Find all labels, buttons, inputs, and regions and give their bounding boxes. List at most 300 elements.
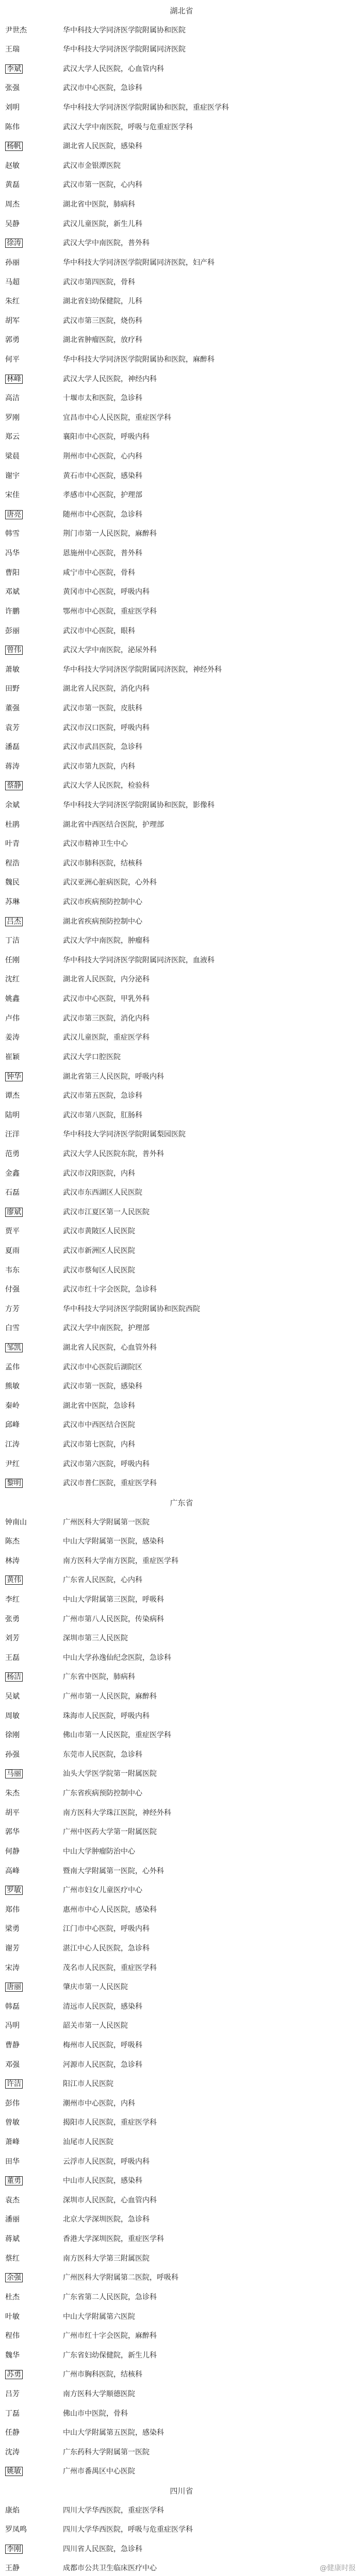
person-name	[5, 859, 63, 868]
list-item	[0, 1304, 363, 1314]
person-name	[5, 1304, 63, 1314]
person-name	[5, 2525, 63, 2534]
list-item	[0, 1169, 363, 1178]
person-name-text: 邓斌	[5, 588, 20, 597]
person-affiliation: 武汉市黄陂区人民医院	[63, 1227, 135, 1236]
person-affiliation: 中山大学附属第一医院，感染科	[63, 1537, 164, 1546]
person-name	[5, 2428, 63, 2437]
person-name	[5, 646, 63, 655]
person-affiliation: 武汉大学人民医院，检验科	[63, 782, 150, 790]
person-affiliation: 武汉大学中南医院，呼吸与危重症医学科	[63, 123, 193, 131]
person-name-text: 任静	[5, 2429, 20, 2437]
person-name	[5, 1382, 63, 1391]
person-affiliation: 东莞市人民医院，急诊科	[63, 1750, 142, 1759]
person-affiliation: 华中科技大学同济医学院附属协和医院西院	[63, 1304, 200, 1313]
person-affiliation: 广州市胸科医院，结核科	[63, 2370, 142, 2379]
person-name	[5, 626, 63, 636]
person-affiliation: 湖北省中西医结合医院，护理部	[63, 820, 164, 829]
list-item	[0, 1363, 363, 1372]
person-name	[5, 432, 63, 442]
person-affiliation: 湛江中心人民医院，急诊科	[63, 1944, 150, 1953]
list-item	[0, 1188, 363, 1197]
person-affiliation: 广东省人民医院，心内科	[63, 1576, 142, 1585]
person-name	[5, 2389, 63, 2399]
person-name-text: 罗敏	[5, 1886, 23, 1895]
person-name-text: 蒋涛	[5, 762, 20, 771]
person-name	[5, 64, 63, 74]
person-affiliation: 华中科技大学同济医学院附属协和医院	[63, 26, 186, 35]
person-name	[5, 1615, 63, 1624]
list-item	[0, 1750, 363, 1759]
person-affiliation: 湖北省人民医院，心血管外科	[63, 1344, 157, 1352]
person-affiliation: 武汉市第一医院，感染科	[63, 1382, 142, 1391]
list-item	[0, 2138, 363, 2147]
person-name-text: 袁杰	[5, 2196, 20, 2205]
person-name	[5, 297, 63, 306]
person-affiliation: 珠海市人民医院，呼吸内科	[63, 1711, 150, 1720]
person-affiliation: 武汉大学中南医院，护理部	[63, 1324, 150, 1333]
person-name-text: 钟南山	[5, 1518, 27, 1527]
person-affiliation: 华中科技大学同济医学院附属同济医院，血液科	[63, 956, 214, 964]
person-name	[5, 1692, 63, 1701]
person-affiliation: 广州市第八人民医院，传染病科	[63, 1615, 164, 1623]
person-affiliation: 武汉大学人民医院，神经内科	[63, 375, 157, 383]
person-name-text: 范勇	[5, 1149, 20, 1158]
person-name-text: 尹世杰	[5, 26, 27, 35]
person-name-text: 蒋斌	[5, 2235, 20, 2244]
person-name	[5, 258, 63, 267]
list-item	[0, 1886, 363, 1895]
person-name	[5, 607, 63, 616]
person-affiliation: 潮州市中心医院，内科	[63, 2099, 135, 2108]
list-item	[0, 1905, 363, 1914]
person-affiliation: 武汉市武昌医院，急诊科	[63, 743, 142, 752]
person-affiliation: 深圳市第三人民医院	[63, 1634, 128, 1643]
list-item	[0, 1615, 363, 1624]
person-name	[5, 1227, 63, 1236]
person-name-text: 郑伟	[5, 1905, 20, 1914]
person-name-text: 苏琳	[5, 898, 20, 907]
person-affiliation: 中山大学附属第三医院，呼吸科	[63, 1595, 164, 1604]
person-name	[5, 26, 63, 35]
list-item	[0, 1924, 363, 1934]
person-affiliation: 广州市妇女儿童医疗中心	[63, 1886, 142, 1895]
person-affiliation: 武汉市中心医院，甲乳外科	[63, 995, 150, 1004]
person-name	[5, 1750, 63, 1759]
person-name-text: 付强	[5, 1285, 20, 1294]
list-item	[0, 413, 363, 422]
person-name-text: 黎明	[5, 1479, 23, 1488]
person-name-text: 唐亮	[5, 510, 23, 519]
person-name-text: 宋佳	[5, 491, 20, 500]
person-name	[5, 1556, 63, 1566]
list-item	[0, 587, 363, 597]
person-name-text: 王瑞	[5, 45, 20, 54]
person-name	[5, 2176, 63, 2185]
person-name	[5, 878, 63, 887]
person-name-text: 魏华	[5, 2351, 20, 2360]
person-name-text: 林涛	[5, 1556, 20, 1565]
person-affiliation: 阳江市人民医院	[63, 2080, 113, 2089]
list-item	[0, 568, 363, 578]
watermark: @健康时报	[320, 2564, 356, 2572]
list-item	[0, 2293, 363, 2302]
person-name	[5, 1188, 63, 1197]
person-name-text: 魏民	[5, 878, 20, 887]
list-item	[0, 1246, 363, 1256]
list-item	[0, 2079, 363, 2089]
list-item	[0, 2041, 363, 2050]
list-item	[0, 258, 363, 267]
person-name-text: 康焰	[5, 2506, 20, 2515]
person-affiliation: 武汉市中心医院，眼科	[63, 626, 135, 635]
person-name	[5, 161, 63, 171]
list-item	[0, 1692, 363, 1701]
list-item	[0, 1014, 363, 1023]
person-affiliation: 武汉市中西医结合医院	[63, 1421, 135, 1430]
person-affiliation: 武汉大学中南医院，普外科	[63, 239, 150, 248]
list-item	[0, 646, 363, 655]
person-name	[5, 219, 63, 229]
person-affiliation: 武汉市第一医院，皮肤科	[63, 704, 142, 713]
person-affiliation: 四川大学华西医院，呼吸与危重症医学科	[63, 2526, 193, 2534]
person-name-text: 余强	[5, 2273, 23, 2282]
person-name	[5, 2060, 63, 2070]
person-affiliation: 武汉市汉口医院，呼吸内科	[63, 723, 150, 732]
list-item	[0, 762, 363, 771]
person-name-text: 曹阳	[5, 568, 20, 577]
list-item	[0, 742, 363, 752]
person-name	[5, 781, 63, 790]
person-name-text: 陈伟	[5, 123, 20, 131]
list-item	[0, 142, 363, 151]
person-name	[5, 2021, 63, 2030]
person-affiliation: 随州市中心医院，急诊科	[63, 510, 142, 519]
list-item	[0, 1556, 363, 1566]
person-name-text: 杨帆	[5, 142, 23, 151]
person-affiliation: 武汉市新洲区人民医院	[63, 1247, 135, 1255]
person-affiliation: 肇庆市第一人民医院	[63, 1983, 128, 1992]
person-name-text: 许洁	[5, 2079, 23, 2089]
person-name	[5, 452, 63, 461]
person-name	[5, 1072, 63, 1081]
person-name-text: 郭勇	[5, 336, 20, 345]
person-affiliation: 武汉市精神卫生中心	[63, 840, 128, 849]
person-name	[5, 801, 63, 810]
list-item	[0, 2312, 363, 2321]
list-item	[0, 1130, 363, 1139]
person-affiliation: 湖北省中医院，急诊科	[63, 1401, 135, 1410]
person-name-text: 蔡红	[5, 2254, 20, 2263]
list-item	[0, 2331, 363, 2341]
list-item	[0, 1634, 363, 1643]
person-name	[5, 1130, 63, 1139]
person-name-text: 李刚	[5, 2545, 23, 2554]
person-name-text: 冯华	[5, 549, 20, 558]
person-name-text: 朱红	[5, 297, 20, 306]
person-name-text: 朱杰	[5, 1789, 20, 1798]
list-item	[0, 975, 363, 984]
region-header: 湖北省	[170, 6, 193, 15]
person-name-text: 田华	[5, 2157, 20, 2166]
person-name	[5, 936, 63, 945]
person-affiliation: 武汉市江夏区第一人民医院	[63, 1208, 150, 1216]
list-item	[0, 1324, 363, 1333]
person-name	[5, 723, 63, 733]
person-name-text: 周敏	[5, 1711, 20, 1720]
list-item	[0, 781, 363, 790]
list-item	[0, 1963, 363, 1973]
person-affiliation: 广东省妇幼保健院，新生儿科	[63, 2351, 157, 2360]
list-item	[0, 2428, 363, 2437]
list-item	[0, 471, 363, 481]
person-name-text: 胡平	[5, 1808, 20, 1817]
person-affiliation: 湖北省第三人民医院，呼吸内科	[63, 1072, 164, 1081]
person-name	[5, 2157, 63, 2166]
person-name-text: 何平	[5, 355, 20, 364]
person-name	[5, 1518, 63, 1527]
list-item	[0, 2060, 363, 2070]
person-affiliation: 深圳市人民医院，心血管内科	[63, 2196, 157, 2205]
list-item	[0, 2157, 363, 2166]
person-affiliation: 四川大学华西医院，重症医学科	[63, 2506, 164, 2515]
person-name-text: 陈杰	[5, 1537, 20, 1546]
person-affiliation: 华中科技大学同济医学院附属协和医院，影像科	[63, 801, 214, 809]
person-name	[5, 2331, 63, 2341]
list-item	[0, 1149, 363, 1159]
person-name	[5, 762, 63, 771]
person-name	[5, 142, 63, 151]
person-name	[5, 83, 63, 93]
person-affiliation: 武汉市普仁医院，重症医学科	[63, 1479, 157, 1488]
person-name-text: 张勇	[5, 1615, 20, 1623]
list-item	[0, 2176, 363, 2185]
person-name	[5, 917, 63, 926]
person-affiliation: 广东药科大学附属第一医院	[63, 2448, 150, 2456]
person-name	[5, 1053, 63, 1062]
list-item	[0, 1460, 363, 1469]
person-name-text: 郭华	[5, 1828, 20, 1837]
person-name-text: 彭丽	[5, 626, 20, 635]
person-affiliation: 武汉市中心医院后湖院区	[63, 1363, 142, 1371]
list-item	[0, 1575, 363, 1585]
person-name-text: 黄伟	[5, 1575, 23, 1585]
list-item	[0, 161, 363, 171]
person-affiliation: 中山市人民医院，感染科	[63, 2177, 142, 2185]
person-name	[5, 1111, 63, 1120]
list-item	[0, 820, 363, 829]
person-name	[5, 2564, 63, 2573]
list-item	[0, 2002, 363, 2011]
list-item	[0, 1401, 363, 1411]
person-affiliation: 广州市红十字会医院，麻醉科	[63, 2332, 157, 2341]
person-name	[5, 1246, 63, 1256]
person-affiliation: 南方医科大学顺德医院	[63, 2389, 135, 2398]
list-item	[0, 665, 363, 674]
person-affiliation: 北京大学深圳医院，急诊科	[63, 2215, 150, 2224]
person-affiliation: 南方医科大学第三附属医院	[63, 2254, 150, 2263]
person-name-text: 江涛	[5, 1440, 20, 1449]
person-affiliation: 武汉大学人民医院，心血管内科	[63, 64, 164, 73]
person-affiliation: 孝感市中心医院，护理部	[63, 491, 142, 500]
person-name-text: 郑云	[5, 433, 20, 442]
list-item	[0, 103, 363, 112]
person-affiliation: 湖北省妇幼保健院，儿科	[63, 297, 142, 306]
person-name	[5, 1769, 63, 1778]
person-affiliation: 华中科技大学同济医学院附属梨园医院	[63, 1130, 186, 1139]
person-name-text: 丁磊	[5, 2409, 20, 2418]
list-item	[0, 1867, 363, 1876]
person-name	[5, 1266, 63, 1275]
person-affiliation: 武汉市第四医院，骨科	[63, 278, 135, 286]
list-item	[0, 1382, 363, 1391]
list-item	[0, 549, 363, 558]
person-affiliation: 暨南大学附属第一医院，心外科	[63, 1867, 164, 1875]
person-name-text: 高洁	[5, 394, 20, 403]
list-item	[0, 297, 363, 306]
list-item	[0, 1711, 363, 1721]
person-affiliation: 武汉亚洲心脏病医院，心外科	[63, 878, 157, 887]
person-name-text: 马丽	[5, 1769, 23, 1778]
person-name-text: 金鑫	[5, 1169, 20, 1178]
person-name-text: 何静	[5, 1847, 20, 1856]
person-name	[5, 1401, 63, 1411]
person-name	[5, 1149, 63, 1159]
person-name	[5, 316, 63, 326]
person-name	[5, 1324, 63, 1333]
person-name	[5, 2041, 63, 2050]
person-affiliation: 华中科技大学同济医学院附属协和医院，麻醉科	[63, 355, 214, 364]
person-name-text: 汪洋	[5, 1130, 20, 1139]
person-name-text: 周杰	[5, 200, 20, 209]
list-item	[0, 1208, 363, 1217]
person-affiliation: 武汉市蔡甸区人民医院	[63, 1266, 135, 1275]
person-affiliation: 汕尾市人民医院	[63, 2138, 113, 2147]
list-item	[0, 26, 363, 35]
person-name-text: 梁勇	[5, 1925, 20, 1934]
person-name-text: 彭伟	[5, 2099, 20, 2108]
person-name-text: 许鹏	[5, 607, 20, 616]
person-name	[5, 1363, 63, 1372]
person-name-text: 苏勇	[5, 2370, 23, 2379]
list-item	[0, 2467, 363, 2476]
list-item	[0, 2099, 363, 2108]
person-affiliation: 汕头大学医学院第一附属医院	[63, 1770, 157, 1778]
person-name-text: 曹静	[5, 2041, 20, 2049]
list-item	[0, 219, 363, 229]
person-affiliation: 四川省人民医院，急诊科	[63, 2545, 142, 2553]
person-affiliation: 武汉市第九医院，内科	[63, 762, 135, 771]
person-name	[5, 1963, 63, 1973]
person-affiliation: 华中科技大学同济医学院附属协和医院，重症医学科	[63, 104, 229, 112]
person-name	[5, 1479, 63, 1488]
person-affiliation: 广州市第一人民医院，麻醉科	[63, 1692, 157, 1701]
person-affiliation: 湖北省人民医院，感染科	[63, 142, 142, 151]
person-affiliation: 华中科技大学同济医学院附属同济医院，神经外科	[63, 665, 222, 674]
list-item	[0, 723, 363, 733]
person-affiliation: 十堰市太和医院，急诊科	[63, 394, 142, 403]
person-affiliation: 云浮市人民医院，呼吸内科	[63, 2157, 150, 2166]
list-item	[0, 316, 363, 326]
person-name-text: 赵敏	[5, 161, 20, 170]
list-item	[0, 2409, 363, 2418]
person-affiliation: 华中科技大学同济医学院附属同济医院	[63, 45, 186, 54]
person-affiliation: 武汉市第三医院，消化内科	[63, 1014, 150, 1023]
person-name-text: 卢伟	[5, 1014, 20, 1023]
person-name	[5, 2312, 63, 2321]
person-name	[5, 103, 63, 112]
person-name	[5, 2196, 63, 2205]
person-name-text: 王磊	[5, 1653, 20, 1662]
person-name	[5, 2079, 63, 2089]
list-item	[0, 1440, 363, 1449]
person-name	[5, 1595, 63, 1604]
person-name-text: 程伟	[5, 2332, 20, 2341]
person-name-text: 姜涛	[5, 1033, 20, 1042]
person-affiliation: 华中科技大学同济医学院附属同济医院，妇产科	[63, 258, 214, 267]
list-item	[0, 2215, 363, 2224]
person-name-text: 熊敏	[5, 1382, 20, 1391]
person-affiliation: 中山大学附属第五医院，感染科	[63, 2429, 164, 2437]
person-name-text: 叶青	[5, 840, 20, 849]
list-item	[0, 2370, 363, 2379]
person-affiliation: 湖北省疾病预防控制中心	[63, 917, 142, 926]
person-name-text: 罗凤鸣	[5, 2526, 27, 2534]
person-name	[5, 1575, 63, 1585]
person-affiliation: 武汉大学口腔医院	[63, 1053, 121, 1061]
person-name	[5, 1208, 63, 1217]
person-affiliation: 香港大学深圳医院，重症医学科	[63, 2235, 164, 2244]
person-affiliation: 鄂州市中心医院，重症医学科	[63, 607, 157, 616]
list-item	[0, 2564, 363, 2573]
person-name	[5, 2409, 63, 2418]
person-affiliation: 襄阳市中心医院，呼吸内科	[63, 433, 150, 442]
person-name-text: 邱峰	[5, 1421, 20, 1430]
list-item	[0, 355, 363, 364]
person-name-text: 胡军	[5, 316, 20, 325]
person-name	[5, 2118, 63, 2127]
person-name-text: 秦岭	[5, 1401, 20, 1410]
list-item	[0, 1091, 363, 1100]
list-item	[0, 452, 363, 461]
person-name	[5, 1285, 63, 1294]
list-item	[0, 801, 363, 810]
person-name	[5, 394, 63, 403]
person-name	[5, 2370, 63, 2379]
person-name-text: 孙丽	[5, 258, 20, 267]
person-name	[5, 1731, 63, 1740]
person-name-text: 田野	[5, 685, 20, 693]
person-name	[5, 1711, 63, 1721]
list-item	[0, 123, 363, 132]
person-name-text: 吴静	[5, 219, 20, 228]
person-name	[5, 335, 63, 345]
person-affiliation: 武汉市中心医院，急诊科	[63, 84, 142, 93]
person-name-text: 杨洁	[5, 1672, 23, 1682]
person-name	[5, 1091, 63, 1100]
person-name-text: 崔颖	[5, 1053, 20, 1061]
list-item	[0, 335, 363, 345]
list-item	[0, 1285, 363, 1294]
person-affiliation: 梅州市人民医院，呼吸科	[63, 2041, 142, 2049]
person-affiliation: 广州市番禺区中心医院	[63, 2467, 135, 2476]
person-name	[5, 375, 63, 384]
person-name	[5, 1460, 63, 1469]
person-affiliation: 南方医科大学珠江医院，神经外科	[63, 1808, 171, 1817]
list-item	[0, 1595, 363, 1604]
person-affiliation: 武汉市第五医院，急诊科	[63, 1092, 142, 1100]
person-affiliation: 广州中医药大学第一附属医院	[63, 1828, 157, 1837]
